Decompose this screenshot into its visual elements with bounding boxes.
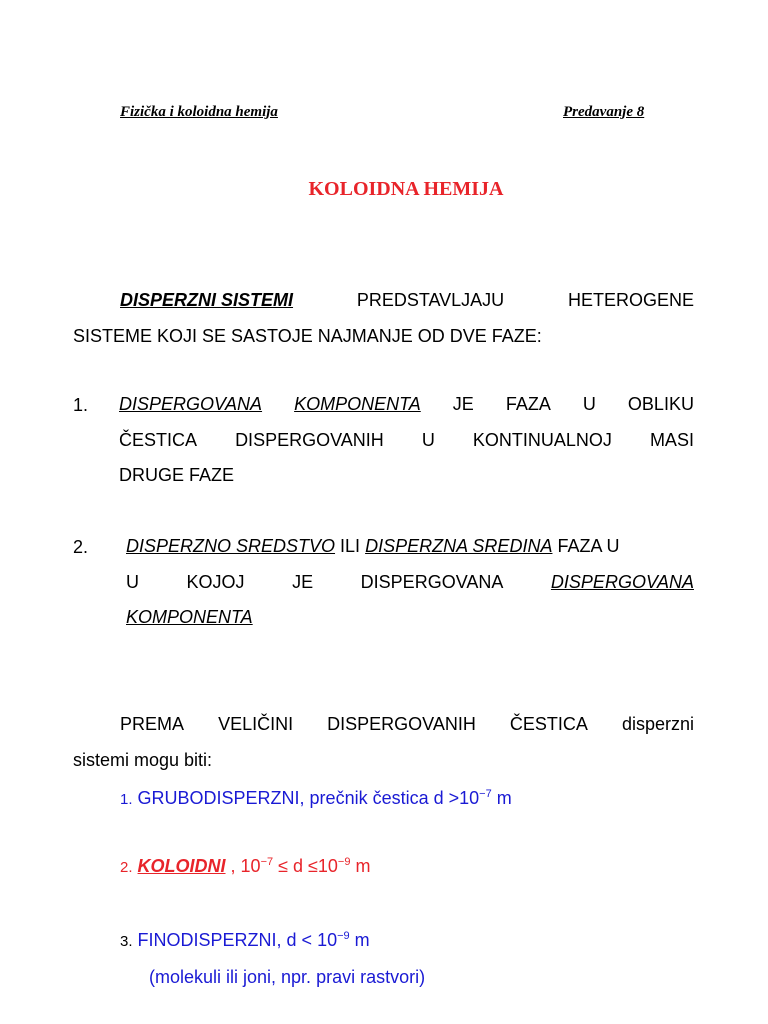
term-disperzni-sistemi: DISPERZNI SISTEMI (120, 290, 294, 310)
size-intro-line-1: PREMA VELIČINI DISPERGOVANIH ČESTICA disperzni (120, 714, 694, 734)
class-grubodisperzni: 1. GRUBODISPERZNI, prečnik čestica $d >10^{-7}$ m (120, 788, 512, 808)
item-1-text (119, 387, 694, 494)
class-koloidni: 2. KOLOIDNI , $10^{-7} \le d \le 10^{-9}$ m (120, 856, 371, 876)
intro-paragraph (73, 283, 694, 354)
intro-line-2: SISTEME KOJI SE SASTOJE NAJMANJE OD DVE FAZE: (73, 325, 542, 346)
item-2-text (126, 529, 694, 636)
lecture-number: Predavanje 8 (563, 104, 645, 120)
intro-line-1: DISPERZNI SISTEMI PREDSTAVLJAJU HETEROGENE (73, 283, 694, 319)
item-2-line-1: DISPERZNO SREDSTVO ILI DISPERZNA SREDINA FAZA U (126, 536, 620, 556)
course-name: Fizička i koloidna hemija (120, 104, 278, 120)
item-1-number: 1. (73, 395, 89, 415)
page-title: KOLOIDNA HEMIJA (308, 178, 504, 200)
class-finodisperzni-note: (molekuli ili joni, npr. pravi rastvori) (149, 967, 426, 987)
item-1-line-1: DISPERGOVANA KOMPONENTA JE FAZA U OBLIKU (119, 394, 694, 414)
item-1-line-3: DRUGE FAZE (119, 465, 235, 485)
item-1-line-2: ČESTICA DISPERGOVANIH U KONTINUALNOJ MASI (119, 429, 694, 450)
size-intro-line-2: sistemi mogu biti: (73, 749, 213, 770)
size-intro-paragraph (73, 707, 694, 778)
class-finodisperzni: 3. FINODISPERZNI, $d < 10^{-9}$ m (120, 930, 370, 950)
item-2-line-3: KOMPONENTA (126, 607, 253, 627)
item-2-number: 2. (73, 537, 89, 557)
item-2-line-2: U KOJOJ JE DISPERGOVANA DISPERGOVANA (126, 571, 694, 592)
